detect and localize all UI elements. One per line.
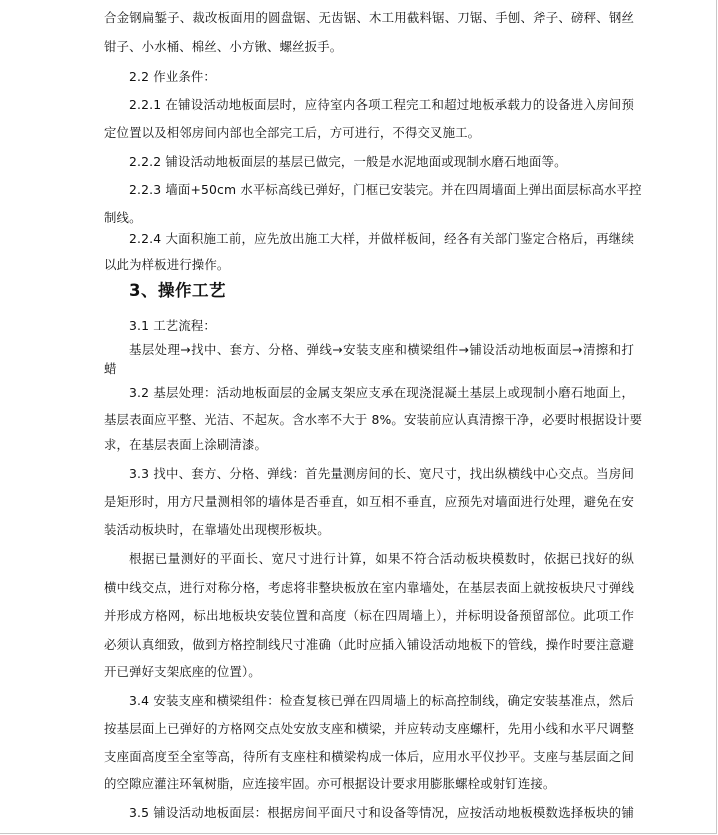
- text-line: 3.4 安装支座和横梁组件：检查复核已弹在四周墙上的标高控制线，确定安装基准点，然后: [129, 693, 634, 708]
- section-title-3-1: 3.1 工艺流程：: [129, 318, 216, 333]
- text-line: 必须认真细致，做到方格控制线尺寸准确（此时应插入铺设活动地板下的管线，操作时要注意避: [104, 637, 634, 652]
- text-line: 基层表面应平整、光洁、不起灰。含水率不大于 8%。安装前应认真清擦干净，必要时根据设计要: [104, 412, 643, 427]
- text-line: 根据已量测好的平面长、宽尺寸进行计算，如果不符合活动板块模数时，依据已找好的纵: [129, 551, 634, 566]
- text-line: 横中线交点，进行对称分格，考虑将非整块板放在室内靠墙处，在基层表面上就按板块尺寸弹线: [104, 580, 634, 595]
- text-line: 3.3 找中、套方、分格、弹线：首先量测房间的长、宽尺寸，找出纵横线中心交点。当房间: [129, 466, 634, 481]
- text-line: 钳子、小水桶、棉丝、小方锹、螺丝扳手。: [104, 39, 343, 54]
- text-line: 基层处理→找中、套方、分格、弹线→安装支座和横梁组件→铺设活动地板面层→清擦和打: [129, 342, 634, 357]
- text-line: 支座面高度至全室等高，待所有支座柱和横梁构成一体后，应用水平仪抄平。支座与基层面之间: [104, 749, 634, 764]
- text-line: 装活动板块时，在靠墙处出现楔形板块。: [104, 522, 330, 537]
- text-line: 定位置以及相邻房间内部也全部完工后，方可进行，不得交叉施工。: [104, 125, 481, 140]
- text-line: 2.2.4 大面积施工前，应先放出施工大样，并做样板间，经各有关部门鉴定合格后，再继续: [129, 231, 634, 246]
- text-line: 3.5 铺设活动地板面层：根据房间平面尺寸和设备等情况，应按活动地板模数选择板块的铺: [129, 805, 634, 820]
- text-line: 合金钢扁錾子、裁改板面用的圆盘锯、无齿锯、木工用截料锯、刀锯、手刨、斧子、磅秤、钢丝: [104, 10, 634, 25]
- text-line: 2.2.1 在铺设活动地板面层时，应待室内各项工程完工和超过地板承载力的设备进入房间预: [129, 97, 634, 112]
- text-line: 2.2.3 墙面+50cm 水平标高线已弹好，门框已安装完。并在四周墙面上弹出面层标高水平控: [129, 182, 642, 197]
- text-line: 按基层面上已弹好的方格网交点处安放支座和横梁，并应转动支座螺杆，先用小线和水平尺调整: [104, 721, 634, 736]
- section-heading-3: 3、操作工艺: [129, 281, 226, 300]
- text-line: 3.2 基层处理：活动地板面层的金属支架应支承在现浇混凝土基层上或现制小磨石地面上，: [129, 385, 634, 400]
- text-line: 开已弹好支架底座的位置）。: [104, 664, 261, 679]
- text-line: 是矩形时，用方尺量测相邻的墙体是否垂直，如互相不垂直，应预先对墙面进行处理，避免在安: [104, 494, 634, 509]
- text-line: 以此为样板进行操作。: [104, 257, 230, 272]
- text-line: 求，在基层表面上涂刷清漆。: [104, 437, 268, 452]
- text-line: 制线。: [104, 210, 142, 225]
- text-line: 并形成方格网，标出地板块安装位置和高度（标在四周墙上），并标明设备预留部位。此项工作: [104, 608, 634, 623]
- text-line: 的空隙应灌注环氧树脂，应连接牢固。亦可根据设计要求用膨胀螺栓或射钉连接。: [104, 776, 556, 791]
- text-line: 蜡: [104, 361, 117, 376]
- text-line: 2.2.2 铺设活动地板面层的基层已做完，一般是水泥地面或现制水磨石地面等。: [129, 154, 567, 169]
- section-title-2-2: 2.2 作业条件：: [129, 69, 216, 84]
